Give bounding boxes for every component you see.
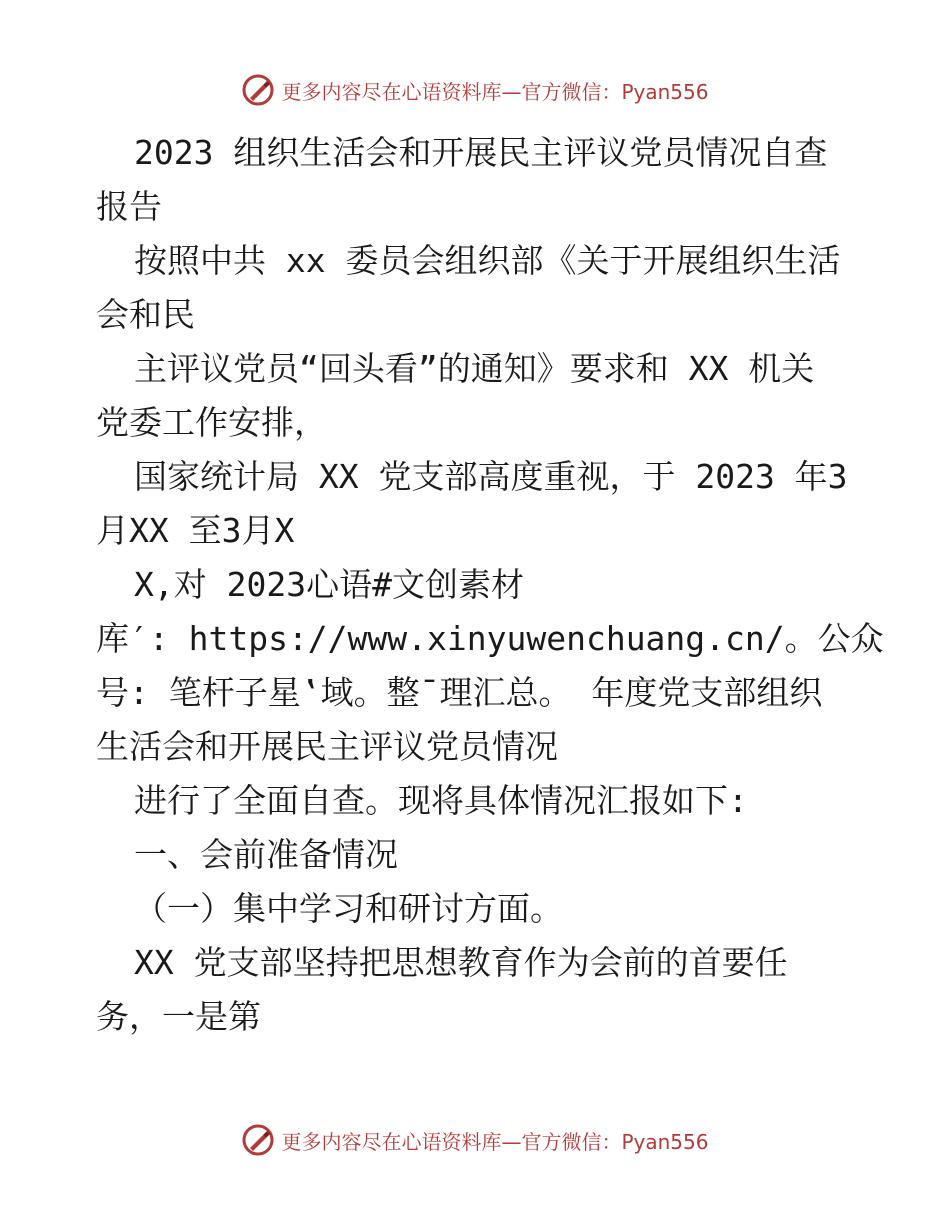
watermark-brand <box>241 73 708 107</box>
text-line: X,对 2023心语#文创素材 <box>134 565 524 604</box>
text-line: 国家统计局 XX 党支部高度重视，于 2023 年3 <box>134 457 848 496</box>
text-line: 报告 <box>96 187 162 226</box>
text-line: 2023 组织生活会和开展民主评议党员情况自查 <box>134 133 828 172</box>
text-line: 务，一是第 <box>96 997 261 1036</box>
pen-logo-icon <box>241 73 275 107</box>
text-line: 生活会和开展民主评议党员情况 <box>96 727 558 766</box>
text-line: 会和民 <box>96 295 195 334</box>
text-line: 库′: https://www.xinyuwenchuang.cn/。公众 <box>96 619 884 658</box>
document-body <box>96 126 884 1044</box>
text-line: （一）集中学习和研讨方面。 <box>134 889 563 928</box>
watermark-footer <box>0 1120 950 1160</box>
text-line: 一、会前准备情况 <box>134 835 398 874</box>
text-line: 按照中共 xx 委员会组织部《关于开展组织生活 <box>134 241 841 280</box>
text-line: 主评议党员“回头看”的通知》要求和 XX 机关 <box>134 349 815 388</box>
watermark-text: 更多内容尽在心语资料库—官方微信：Pyan556 <box>281 79 709 104</box>
text-line: 党委工作安排， <box>96 403 327 442</box>
watermark-brand <box>241 1123 708 1157</box>
text-line: XX 党支部坚持把思想教育作为会前的首要任 <box>134 943 788 982</box>
pen-logo-icon <box>241 1123 275 1157</box>
text-line: 进行了全面自查。现将具体情况汇报如下: <box>134 781 748 820</box>
text-line: 月XX 至3月X <box>96 511 295 550</box>
watermark-text: 更多内容尽在心语资料库—官方微信：Pyan556 <box>281 1129 709 1154</box>
text-line: 号: 笔杆子星‛域。整¯理汇总。 年度党支部组织 <box>96 673 823 712</box>
watermark-header <box>0 70 950 110</box>
